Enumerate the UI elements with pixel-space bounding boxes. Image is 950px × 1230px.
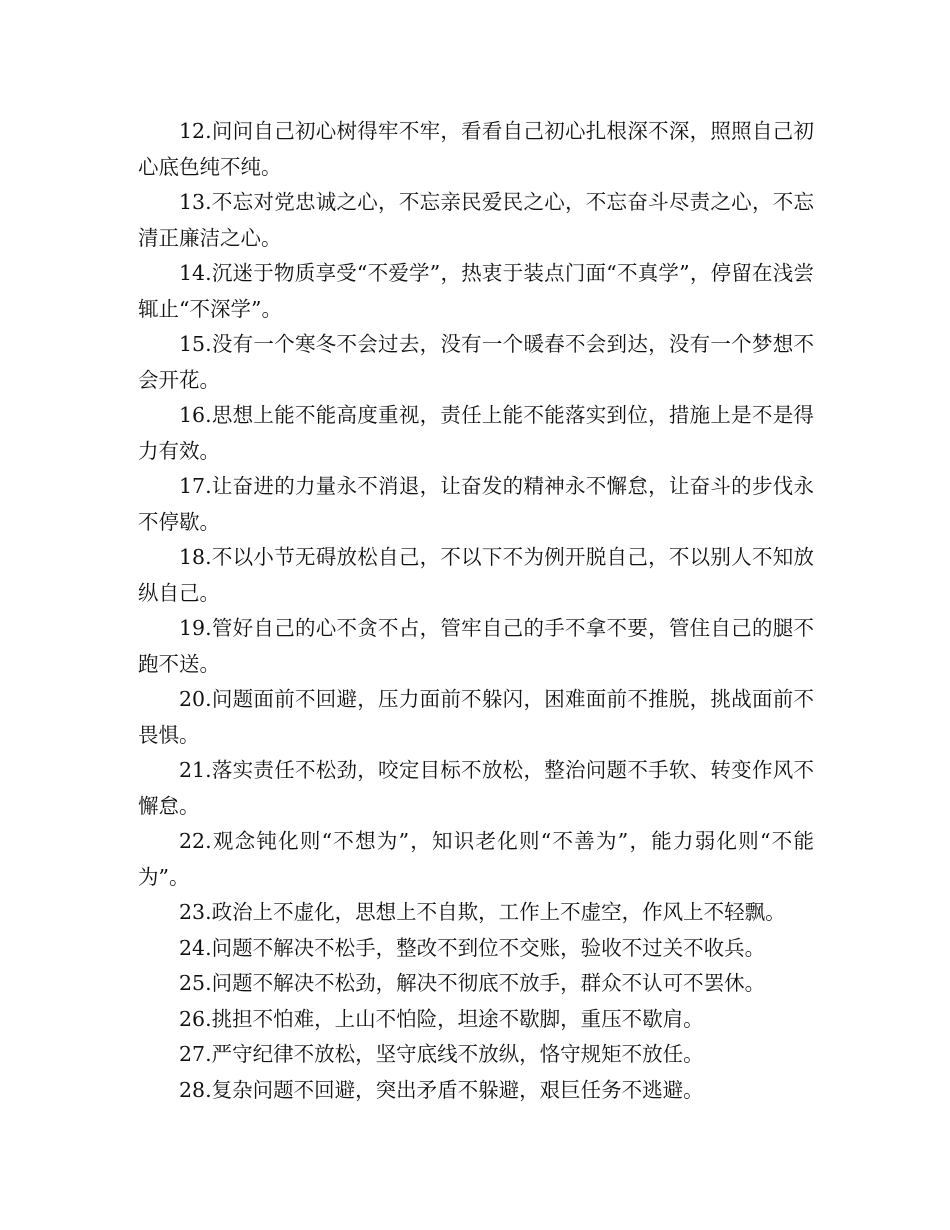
paragraph-26: 26.挑担不怕难，上山不怕险，坦途不歇脚，重压不歇肩。: [179, 1006, 704, 1031]
paragraph-17: 17.让奋进的力量永不消退，让奋发的精神永不懈怠，让奋斗的步伐永不停歇。: [138, 474, 814, 534]
paragraph-18: 18.不以小节无碍放松自己，不以下不为例开脱自己，不以别人不知放纵自己。: [138, 545, 814, 605]
paragraph-16: 16.思想上能不能高度重视，责任上能不能落实到位，措施上是不是得力有效。: [138, 403, 814, 463]
paragraph-28: 28.复杂问题不回避，突出矛盾不躲避，艰巨任务不逃避。: [179, 1077, 704, 1102]
paragraph-22: 22.观念钝化则“不想为”，知识老化则“不善为”，能力弱化则“不能为”。: [138, 829, 814, 889]
paragraph-15: 15.没有一个寒冬不会过去，没有一个暖春不会到达，没有一个梦想不会开花。: [138, 332, 814, 392]
paragraph-27: 27.严守纪律不放松，坚守底线不放纵，恪守规矩不放任。: [179, 1042, 704, 1066]
paragraph-19: 19.管好自己的心不贪不占，管牢自己的手不拿不要，管住自己的腿不跑不送。: [138, 616, 814, 676]
paragraph-24: 24.问题不解决不松手，整改不到位不交账，验收不过关不收兵。: [179, 935, 766, 960]
paragraph-21: 21.落实责任不松劲，咬定目标不放松，整治问题不手软、转变作风不懈怠。: [138, 758, 814, 818]
paragraph-20: 20.问题面前不回避，压力面前不躲闪，困难面前不推脱，挑战面前不畏惧。: [138, 687, 814, 747]
paragraph-13: 13.不忘对党忠诚之心，不忘亲民爱民之心，不忘奋斗尽责之心，不忘清正廉洁之心。: [138, 190, 814, 250]
paragraph-14: 14.沉迷于物质享受“不爱学”，热衷于装点门面“不真学”，停留在浅尝辄止“不深学”。: [138, 261, 814, 321]
paragraph-23: 23.政治上不虚化，思想上不自欺，工作上不虚空，作风上不轻飘。: [179, 900, 786, 924]
paragraph-25: 25.问题不解决不松劲，解决不彻底不放手，群众不认可不罢休。: [179, 971, 766, 995]
paragraph-12: 12.问问自己初心树得牢不牢，看看自己初心扎根深不深，照照自己初心底色纯不纯。: [138, 119, 814, 179]
document-body: [138, 114, 814, 1108]
